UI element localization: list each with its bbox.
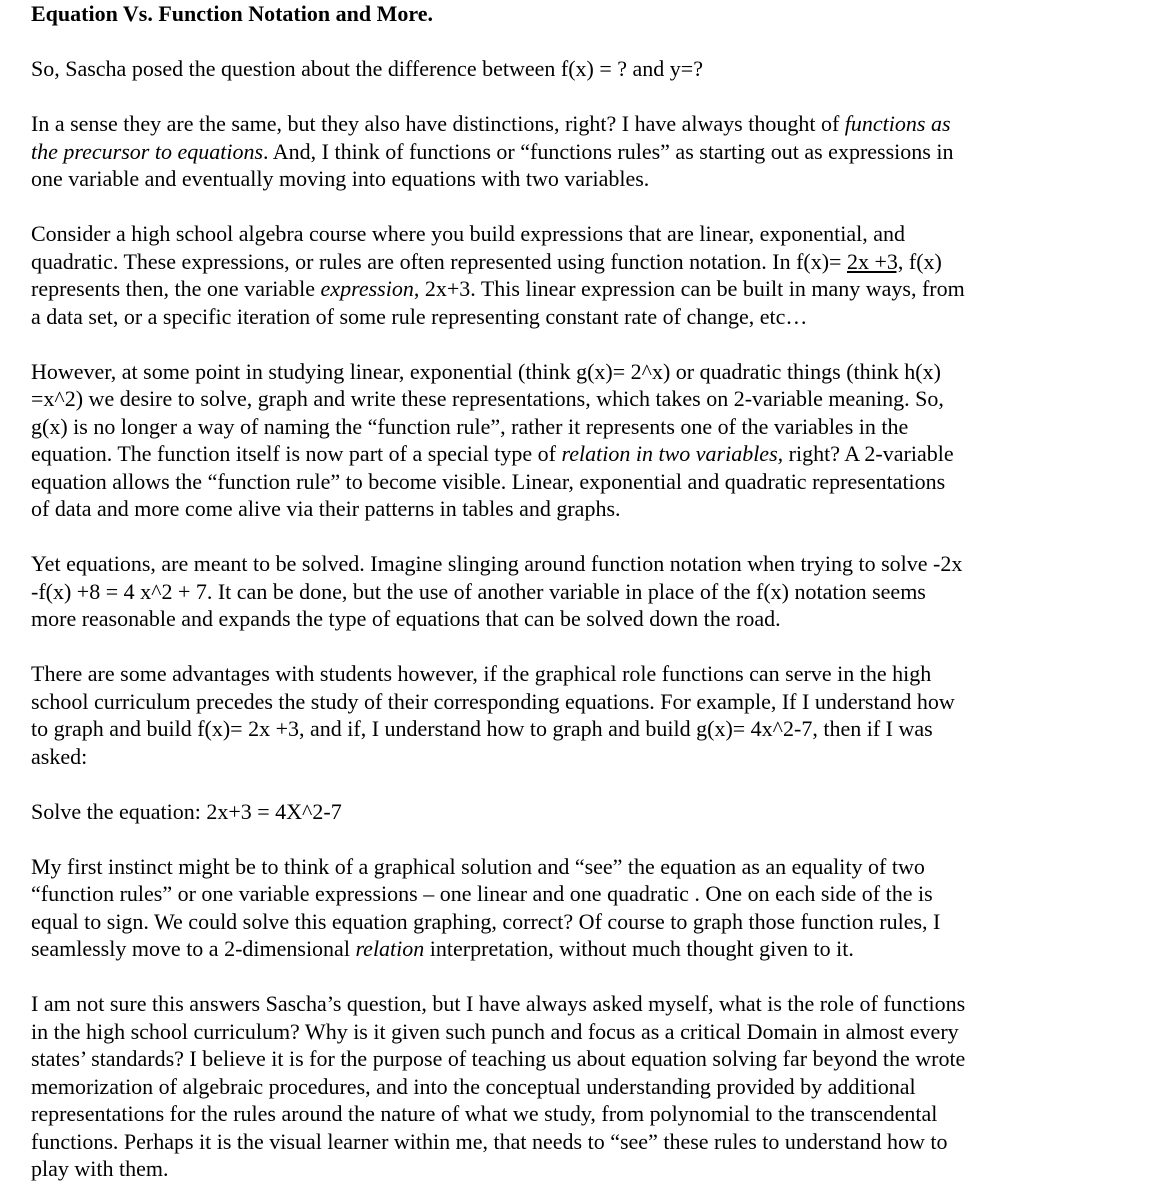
paragraph-5 xyxy=(31,550,1131,633)
paragraph-line: I am not sure this answers Sascha’s question, but I have always asked myself, what is the role of functions xyxy=(31,991,966,1016)
paragraph-line: one variable and eventually moving into equations with two variables. xyxy=(31,166,650,191)
text-run: , 2x+3. This linear expression can be built in many ways, from xyxy=(413,276,965,301)
italic-text: functions as xyxy=(844,111,951,136)
paragraph-line: “function rules” or one variable expressions – one linear and one quadratic . One on each side of the is xyxy=(31,881,933,906)
paragraph-line xyxy=(31,138,1131,166)
paragraph-line: a data set, or a specific iteration of some rule representing constant rate of change, etc… xyxy=(31,303,808,329)
paragraph-line: functions. Perhaps it is the visual learner within me, that needs to “see” these rules to understand how to xyxy=(31,1128,948,1154)
underlined-text: 2x +3, xyxy=(846,248,904,274)
text-run: quadratic. These expressions, or rules are often represented using function notation. In f(x)= xyxy=(31,248,847,274)
paragraph-2 xyxy=(31,110,1131,193)
paragraph-line: Consider a high school algebra course where you build expressions that are linear, exponential, and xyxy=(31,221,905,246)
paragraph-line xyxy=(31,248,1131,276)
text-run: seamlessly move to a 2-dimensional xyxy=(31,936,356,961)
paragraph-line: school curriculum precedes the study of their corresponding equations. For example, If I understand how xyxy=(31,688,955,714)
paragraph-4 xyxy=(31,358,1131,523)
paragraph-line: states’ standards? I believe it is for the purpose of teaching us about equation solving far beyond the wrote xyxy=(31,1046,966,1071)
paragraph-line: There are some advantages with students however, if the graphical role functions can serve in the high xyxy=(31,661,932,686)
text-run: right? A 2-variable xyxy=(783,441,954,466)
italic-text: the precursor to equations xyxy=(31,138,263,164)
text-run: equation. The function itself is now part of a special type of xyxy=(31,441,562,466)
paragraph-line: in the high school curriculum? Why is it given such punch and focus as a critical Domain in almost every xyxy=(31,1018,959,1044)
paragraph-line: -f(x) +8 = 4 x^2 + 7. It can be done, but the use of another variable in place of the f(x) notation seems xyxy=(31,578,926,604)
paragraph-line: Yet equations, are meant to be solved. Imagine slinging around function notation when trying to solve -2x xyxy=(31,551,963,576)
paragraph-3 xyxy=(31,220,1131,330)
paragraph-line: equation allows the “function rule” to become visible. Linear, exponential and quadratic representations xyxy=(31,468,946,494)
paragraph-line: representations for the rules around the nature of what we study, from polynomial to the transcendental xyxy=(31,1101,938,1126)
paragraph-line xyxy=(31,110,1131,138)
paragraph-line: equal to sign. We could solve this equation graphing, correct? Of course to graph those function rules, I xyxy=(31,908,941,934)
text-run: f(x) xyxy=(903,248,942,274)
text-run: represents then, the one variable xyxy=(31,276,321,301)
paragraph-line: However, at some point in studying linear, exponential (think g(x)= 2^x) or quadratic things (think h(x) xyxy=(31,358,941,384)
paragraph-line: asked: xyxy=(31,743,88,769)
paragraph-1 xyxy=(31,55,1131,83)
paragraph-line: of data and more come alive via their patterns in tables and graphs. xyxy=(31,496,621,521)
paragraph-line: g(x) is no longer a way of naming the “function rule”, rather it represents one of the variables in the xyxy=(31,413,909,439)
text-run: . And, I think of functions or “functions rules” as starting out as expressions in xyxy=(263,138,954,164)
paragraph-line: My first instinct might be to think of a graphical solution and “see” the equation as an equality of two xyxy=(31,853,925,879)
paragraph-6 xyxy=(31,660,1131,770)
paragraph-line xyxy=(31,440,1131,468)
paragraph-line: =x^2) we desire to solve, graph and write these representations, which takes on 2-variable meaning. So, xyxy=(31,386,944,411)
paragraph-line: So, Sascha posed the question about the difference between f(x) = ? and y=? xyxy=(31,56,703,81)
italic-text: relation xyxy=(355,936,425,961)
paragraph-line: memorization of algebraic procedures, and into the conceptual understanding provided by additional xyxy=(31,1073,916,1099)
paragraph-line: to graph and build f(x)= 2x +3, and if, I understand how to graph and build g(x)= 4x^2-7, then if I was xyxy=(31,716,933,741)
paragraph-7 xyxy=(31,798,1131,826)
paragraph-line xyxy=(31,935,1131,963)
paragraph-8 xyxy=(31,853,1131,963)
document-title: Equation Vs. Function Notation and More. xyxy=(31,1,433,26)
paragraph-line: play with them. xyxy=(31,1156,169,1181)
text-run: In a sense they are the same, but they also have distinctions, right? I have always thought of xyxy=(31,111,845,136)
paragraph-line xyxy=(31,275,1131,303)
paragraph-line: Solve the equation: 2x+3 = 4X^2-7 xyxy=(31,798,342,824)
italic-text: relation in two variables, xyxy=(561,441,784,466)
italic-text: expression xyxy=(320,276,414,301)
text-run: interpretation, without much thought given to it. xyxy=(424,936,854,961)
paragraph-line: more reasonable and expands the type of equations that can be solved down the road. xyxy=(31,606,781,631)
paragraph-9 xyxy=(31,990,1131,1183)
document-page xyxy=(31,0,1131,1183)
